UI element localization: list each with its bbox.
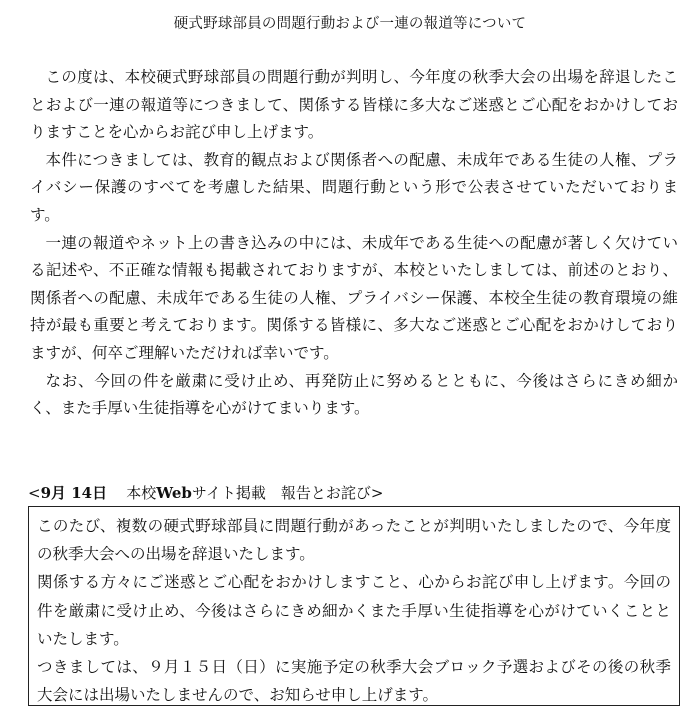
notice-box [28,506,680,706]
statement-paragraph-2: 本件につきましては、教育的観点および関係者への配慮、未成年である生徒の人権、プライバシー保護のすべてを考慮した結果、問題行動という形で公表させていただいております。 [30,150,678,224]
notice-heading [28,482,383,504]
notice-paragraph-1: このたび、複数の硬式野球部員に問題行動があったことが判明いたしましたので、今年度の秋季大会への出場を辞退いたします。 [37,517,671,564]
document-title: 硬式野球部員の問題行動および一連の報道等について [173,16,527,32]
notice-heading-rest: サイト掲載 報告とお詫び> [191,484,384,502]
notice-heading-web: Web [156,484,192,502]
notice-heading-middle: 本校 [126,484,157,502]
notice-paragraph-3: つきましては、９月１５日（日）に実施予定の秋季大会ブロック予選およびその後の秋季大会には出場いたしませんので、お知らせ申し上げます。 [37,658,671,705]
notice-heading-open: < [28,484,41,502]
notice-paragraph-2: 関係する方々にご迷惑とご心配をおかけしますこと、心からお詫び申し上げます。今回の件を厳粛に受け止め、今後はさらにきめ細かくまた手厚い生徒指導を心がけていくことといたします。 [37,573,671,648]
statement-paragraph-1: この度は、本校硬式野球部員の問題行動が判明し、今年度の秋季大会の出場を辞退したことおよび一連の報道等につきまして、関係する皆様に多大なご迷惑とご心配をおかけしておりますことを心からお詫び申し上げます。 [30,68,678,142]
statement-paragraph-4: なお、今回の件を厳粛に受け止め、再発防止に努めるとともに、今後はさらにきめ細かく、また手厚い生徒指導を心がけてまいります。 [30,371,678,418]
statement-body [30,64,678,423]
notice-heading-date: 9月 14日 [40,484,108,502]
statement-paragraph-3: 一連の報道やネット上の書き込みの中には、未成年である生徒への配慮が著しく欠けている記述や、不正確な情報も掲載されておりますが、本校といたしましては、前述のとおり、関係者への配慮、未成年である生徒の人権、プライバシー保護、本校全生徒の教育環境の維持が最も重要と考えております。関係する皆様に、多大なご迷惑とご心配をおかけしておりますが、何卒ご理解いただければ幸いです。 [30,233,678,362]
